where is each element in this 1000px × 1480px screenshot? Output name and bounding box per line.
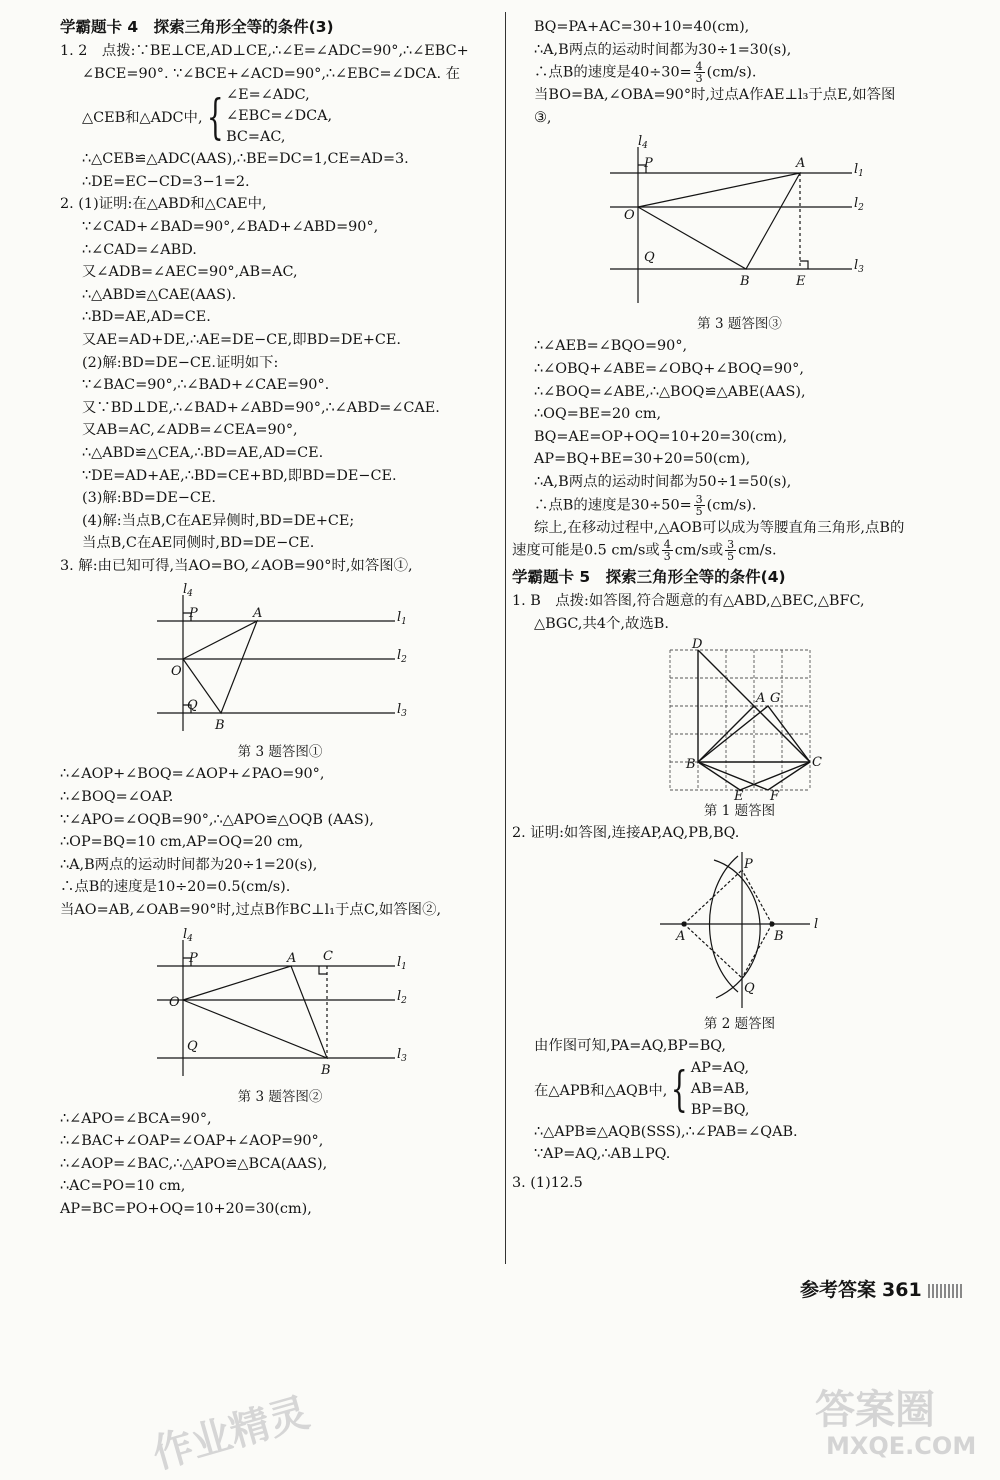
rt-line: AP=BQ+BE=30+20=50(cm), — [534, 451, 751, 468]
brace-row: AB=AB, — [690, 1080, 750, 1097]
rt-line: ∴OQ=BE=20 cm, — [534, 406, 662, 423]
c4-q3-line: ∴∠AOP=∠BAC,∴△APO≌△BCA(AAS), — [60, 1155, 328, 1172]
fig3-2-caption: 第 3 题答图② — [237, 1088, 323, 1105]
footer-bar — [928, 1284, 964, 1298]
point-o: O — [171, 664, 182, 680]
speed1-pre: ∴点B的速度是40÷30= — [534, 64, 692, 81]
left-brace: { — [206, 88, 224, 145]
point-a: A — [675, 929, 685, 945]
c4-q3-line: ∵∠APO=∠OQB=90°,∴△APO≌△OQB (AAS), — [60, 811, 374, 828]
point-b: B — [321, 1062, 331, 1078]
point-a: A — [795, 156, 805, 172]
point-o: O — [169, 994, 180, 1010]
brace-lead: 在△APB和△AQB中, — [534, 1082, 668, 1099]
c4-q2-line: ∴△ABD≌△CEA,∴BD=AE,AD=CE. — [82, 444, 324, 461]
point-o: O — [623, 208, 635, 224]
page-footer — [800, 1275, 964, 1302]
c4-q1-line: 1. 2 点拨:∵BE⊥CE,AD⊥CE,∴∠E=∠ADC=90°,∴∠EBC+ — [60, 43, 469, 59]
l4-label: $l_4$ — [637, 134, 648, 152]
c5-q1-line: 1. B 点拨:如答图,符合题意的有△ABD,△BEC,△BFC, — [512, 593, 865, 610]
speed1-fraction — [694, 61, 705, 84]
l2-label: $l_2$ — [397, 988, 407, 1006]
rt-line: ∴A,B两点的运动时间都为30÷1=30(s), — [534, 41, 792, 58]
c4-q3-line: ∴∠APO=∠BCA=90°, — [60, 1110, 212, 1127]
left-brace: { — [671, 1061, 688, 1118]
c4-q3-line: ∴点B的速度是10÷20=0.5(cm/s). — [60, 879, 291, 896]
frac-den: 3 — [663, 550, 671, 564]
point-c: C — [811, 754, 822, 770]
c4-q1-line: ∠BCE=90°. ∵∠BCE+∠ACD=90°,∴∠EBC=∠DCA. 在 — [82, 65, 461, 82]
l4-label: $l_4$ — [183, 926, 193, 944]
speed2-pre: ∴点B的速度是30÷50= — [534, 497, 692, 514]
watermark-right: 答案圈 — [815, 1387, 935, 1433]
c4-q2-line: (4)解:当点B,C在AE异侧时,BD=DE+CE; — [82, 512, 355, 529]
point-b: B — [773, 929, 784, 945]
rt-line: ∴∠BOQ=∠ABE,∴△BOQ≌△ABE(AAS), — [534, 383, 806, 400]
rt-speed1 — [512, 61, 967, 84]
point-p: P — [189, 950, 198, 966]
c4-q2-line: ∴∠CAD=∠ABD. — [82, 241, 197, 258]
fig1-caption: 第 1 题答图 — [703, 802, 776, 819]
l1-label: $l_1$ — [397, 954, 407, 972]
point-d: D — [691, 636, 702, 652]
c4-q1-brace — [60, 85, 500, 148]
summary-post: cm/s. — [738, 542, 777, 559]
c4-q3-line: ∴AC=PO=10 cm, — [60, 1178, 186, 1195]
c4-q2-line: (2)解:BD=DE−CE.证明如下: — [82, 354, 279, 371]
fig2-caption: 第 2 题答图 — [703, 1016, 776, 1033]
c4-q3-line: ∴A,B两点的运动时间都为20÷1=20(s), — [60, 856, 318, 873]
rt-line: ∴∠AEB=∠BQO=90°, — [534, 338, 688, 355]
c5-q2-line: ∴△APB≌△AQB(SSS),∴∠PAB=∠QAB. — [534, 1123, 798, 1140]
frac-num: 3 — [727, 538, 735, 552]
c4-q2-line: 又AB=AC,∠ADB=∠CEA=90°, — [82, 422, 298, 439]
speed1-post: (cm/s). — [706, 64, 757, 81]
c4-q2-line: ∴BD=AE,AD=CE. — [82, 309, 211, 326]
frac-num: 4 — [663, 538, 671, 552]
c4-q2-line: ∴△ABD≌△CAE(AAS). — [82, 286, 237, 303]
l1-label: $l_1$ — [397, 610, 407, 628]
c4-q3-line: ∴OP=BQ=10 cm,AP=OQ=20 cm, — [60, 834, 304, 851]
figure-3-1 — [145, 581, 415, 741]
brace-row: ∠E=∠ADC, — [226, 87, 310, 104]
c4-q2-line: 2. (1)证明:在△ABD和△CAE中, — [60, 196, 267, 213]
column-divider — [505, 12, 506, 1264]
rt-line: ∴A,B两点的运动时间都为50÷1=50(s), — [534, 474, 792, 491]
footer-label: 参考答案 — [800, 1279, 877, 1301]
card4-title: 学霸题卡 4 探索三角形全等的条件(3) — [60, 18, 334, 36]
figure-3-3 — [600, 133, 880, 313]
figure-1-grid — [660, 636, 822, 804]
speed2-fraction — [694, 494, 705, 517]
c5-q2-brace — [512, 1058, 967, 1121]
summary-frac1 — [662, 539, 673, 562]
point-b: B — [215, 718, 225, 734]
c4-q3-line: AP=BC=PO+OQ=10+20=30(cm), — [60, 1201, 312, 1217]
point-a: A — [287, 950, 297, 966]
left-column — [60, 16, 500, 1221]
c4-q3-intro: 3. 解:由已知可得,当AO=BO,∠AOB=90°时,如答图①, — [60, 557, 413, 574]
brace-row: BP=BQ, — [690, 1101, 750, 1118]
point-a-dot — [681, 922, 686, 927]
watermark-left: 作业精灵 — [147, 1389, 315, 1479]
l2-label: $l_2$ — [853, 196, 864, 214]
figure-3-2 — [145, 926, 415, 1086]
c4-q3-line: ∴∠AOP+∠BOQ=∠AOP+∠PAO=90°, — [60, 766, 325, 783]
c4-q3-line: 当AO=AB,∠OAB=90°时,过点B作BC⊥l₁于点C,如答图②, — [60, 902, 442, 919]
rt-summary: 综上,在移动过程中,△AOB可以成为等腰直角三角形,点B的 — [534, 519, 905, 536]
point-a: A — [755, 690, 765, 706]
point-e: E — [795, 274, 805, 290]
brace-row: BC=AC, — [226, 129, 286, 146]
point-q: Q — [187, 698, 198, 714]
speed2-post: (cm/s). — [706, 497, 757, 514]
c4-q2-line: 当点B,C在AE同侧时,BD=DE−CE. — [82, 535, 315, 552]
c4-q2-line: 又AE=AD+DE,∴AE=DE−CE,即BD=DE+CE. — [82, 331, 402, 348]
c4-q2-line: ∵∠BAC=90°,∴∠BAD+∠CAE=90°. — [82, 377, 330, 394]
point-p: P — [189, 606, 198, 622]
c4-q1-line: ∴△CEB≌△ADC(AAS),∴BE=DC=1,CE=AD=3. — [82, 151, 409, 168]
point-a: A — [253, 606, 263, 622]
point-f: F — [769, 788, 779, 804]
c4-q2-line: 又∠ADB=∠AEC=90°,AB=AC, — [82, 264, 298, 281]
point-e: E — [733, 788, 743, 804]
point-p: P — [743, 857, 753, 873]
rt-case3: 当BO=BA,∠OBA=90°时,过点A作AE⊥l₃于点E,如答图 — [534, 87, 896, 104]
c5-q2-line: 由作图可知,PA=AQ,BP=BQ, — [534, 1038, 726, 1055]
rt-line: BQ=PA+AC=30+10=40(cm), — [534, 19, 750, 35]
c4-q3-line: ∴∠BOQ=∠OAP. — [60, 789, 174, 806]
summary-pre: 速度可能是0.5 cm/s或 — [512, 542, 660, 559]
summary-frac2 — [725, 539, 736, 562]
frac-den: 3 — [695, 72, 703, 86]
brace-row: ∠EBC=∠DCA, — [226, 108, 333, 125]
rt-speed2 — [512, 494, 967, 517]
point-p: P — [643, 156, 653, 172]
brace-lead: △CEB和△ADC中, — [82, 110, 203, 127]
point-q: Q — [187, 1038, 198, 1054]
c5-q2-intro: 2. 证明:如答图,连接AP,AQ,PB,BQ. — [512, 824, 740, 841]
rt-line: ∴∠OBQ+∠ABE=∠OBQ+∠BOQ=90°, — [534, 361, 804, 378]
summary-mid: cm/s或 — [674, 542, 724, 559]
c4-q2-line: 又∵BD⊥DE,∴∠BAD+∠ABD=90°,∴∠ABD=∠CAE. — [82, 399, 440, 416]
card5-title: 学霸题卡 5 探索三角形全等的条件(4) — [512, 568, 786, 587]
c5-q1-line: △BGC,共4个,故选B. — [534, 616, 669, 632]
point-q: Q — [743, 981, 755, 997]
figure-2-construction — [650, 848, 830, 1013]
watermark-url: MXQE.COM — [826, 1432, 977, 1460]
fig3-1-caption: 第 3 题答图① — [237, 744, 323, 761]
brace-row: AP=AQ, — [690, 1059, 750, 1076]
rt-line: BQ=AE=OP+OQ=10+20=30(cm), — [534, 428, 788, 445]
rt-summary2 — [512, 539, 967, 562]
l3-label: $l_3$ — [853, 258, 864, 276]
frac-num: 3 — [695, 492, 703, 506]
point-b: B — [739, 274, 750, 290]
l1-label: $l_1$ — [853, 162, 864, 180]
frac-num: 4 — [695, 60, 703, 74]
l3-label: $l_3$ — [397, 1046, 407, 1064]
frac-den: 5 — [695, 504, 703, 518]
point-b: B — [685, 756, 696, 772]
c5-q2-line: ∵AP=AQ,∴AB⊥PQ. — [534, 1146, 671, 1163]
frac-den: 5 — [727, 550, 735, 564]
l4-label: $l_4$ — [183, 582, 193, 600]
line-l: l — [813, 917, 818, 933]
l3-label: $l_3$ — [397, 702, 407, 720]
l2-label: $l_2$ — [397, 648, 407, 666]
c4-q2-line: ∵∠CAD+∠BAD=90°,∠BAD+∠ABD=90°, — [82, 218, 379, 235]
c4-q1-line: ∴DE=EC−CD=3−1=2. — [82, 173, 250, 190]
page-number: 361 — [882, 1279, 922, 1301]
fig3-3-caption: 第 3 题答图③ — [697, 316, 782, 333]
point-q: Q — [643, 250, 655, 266]
point-g: G — [769, 690, 780, 706]
point-b-dot — [769, 922, 774, 927]
c4-q2-line: ∵DE=AD+AE,∴BD=CE+BD,即BD=DE−CE. — [82, 467, 397, 484]
point-c: C — [323, 948, 333, 964]
c4-q2-line: (3)解:BD=DE−CE. — [82, 490, 216, 507]
right-column — [512, 16, 967, 1195]
c5-q3: 3. (1)12.5 — [512, 1174, 583, 1191]
c4-q3-line: ∴∠BAC+∠OAP=∠OAP+∠AOP=90°, — [60, 1133, 324, 1150]
rt-case3: ③, — [534, 109, 552, 126]
